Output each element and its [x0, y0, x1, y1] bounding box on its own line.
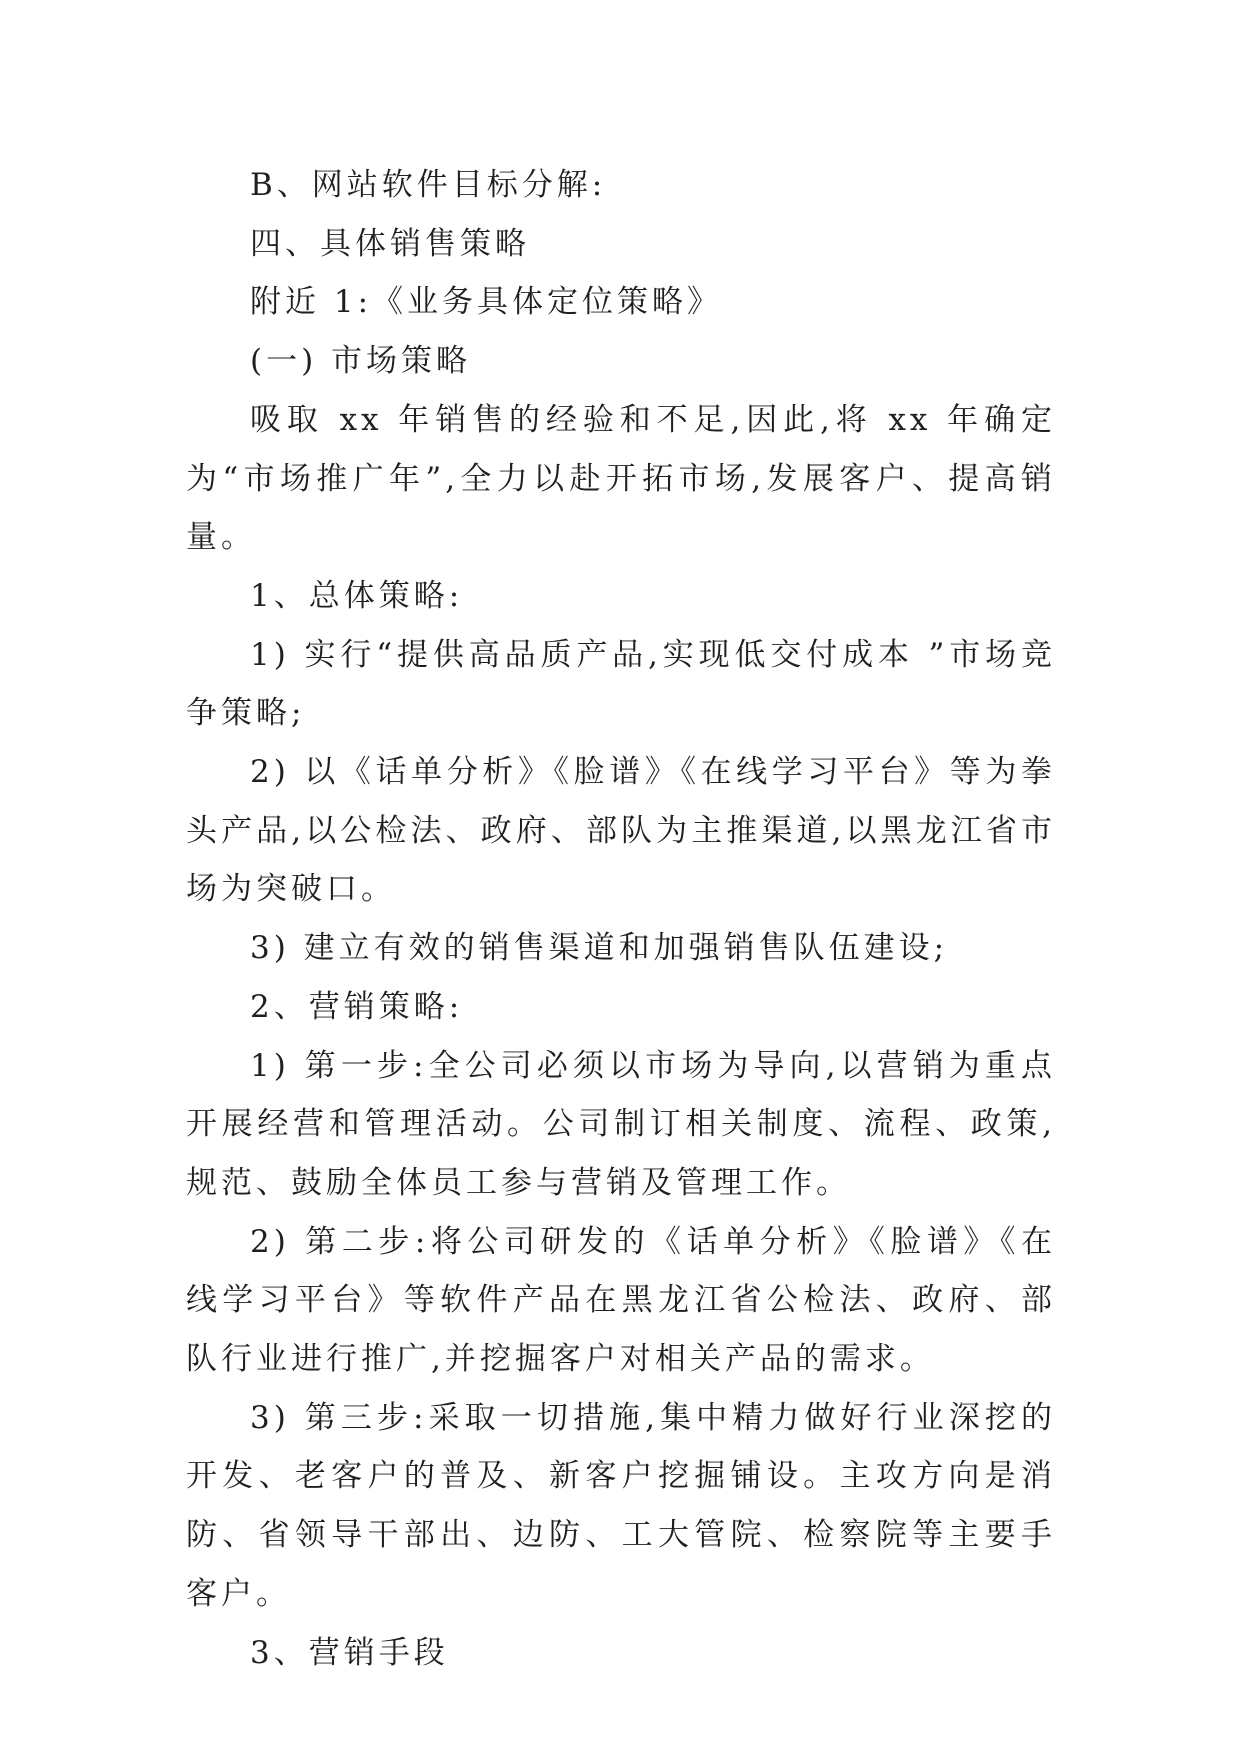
- heading-sales-strategy: 四、具体销售策略: [250, 225, 530, 262]
- paragraph-overall-strategy-1: 1) 实行“提供高品质产品,实现低交付成本 ”市场竞争策略;: [186, 636, 1056, 732]
- paragraph-overall-strategy-2: 2) 以《话单分析》《脸谱》《在线学习平台》等为拳头产品,以公检法、政府、部队为主推渠道,以黑龙江省市场为突破口。: [186, 754, 1056, 908]
- heading-market-strategy: (一) 市场策略: [250, 343, 472, 380]
- paragraph-appendix-1: 附近 1:《业务具体定位策略》: [250, 284, 723, 321]
- paragraph-marketing-step-2: 2) 第二步:将公司研发的《话单分析》《脸谱》《在线学习平台》等软件产品在黑龙江省公检法、政府、部队行业进行推广,并挖掘客户对相关产品的需求。: [186, 1223, 1056, 1378]
- paragraph-website-software-goals: B、网站软件目标分解:: [250, 167, 607, 203]
- paragraph-marketing-step-3: 3) 第三步:采取一切措施,集中精力做好行业深挖的开发、老客户的普及、新客户挖掘铺设。主攻方向是消防、省领导干部出、边防、工大管院、检察院等主要手客户。: [186, 1399, 1056, 1612]
- heading-marketing-strategy: 2、营销策略:: [250, 988, 464, 1025]
- heading-overall-strategy: 1、总体策略:: [250, 577, 464, 614]
- paragraph-marketing-step-1: 1) 第一步:全公司必须以市场为导向,以营销为重点开展经营和管理活动。公司制订相关制度、流程、政策,规范、鼓励全体员工参与营销及管理工作。: [186, 1047, 1056, 1201]
- paragraph-overall-strategy-3: 3) 建立有效的销售渠道和加强销售队伍建设;: [250, 930, 949, 967]
- document-body: [186, 156, 1056, 1682]
- paragraph-market-promotion-year: 吸取 xx 年销售的经验和不足,因此,将 xx 年确定为“市场推广年”,全力以赴开拓市场,发展客户、提高销量。: [186, 401, 1056, 556]
- heading-marketing-means: 3、营销手段: [250, 1634, 449, 1671]
